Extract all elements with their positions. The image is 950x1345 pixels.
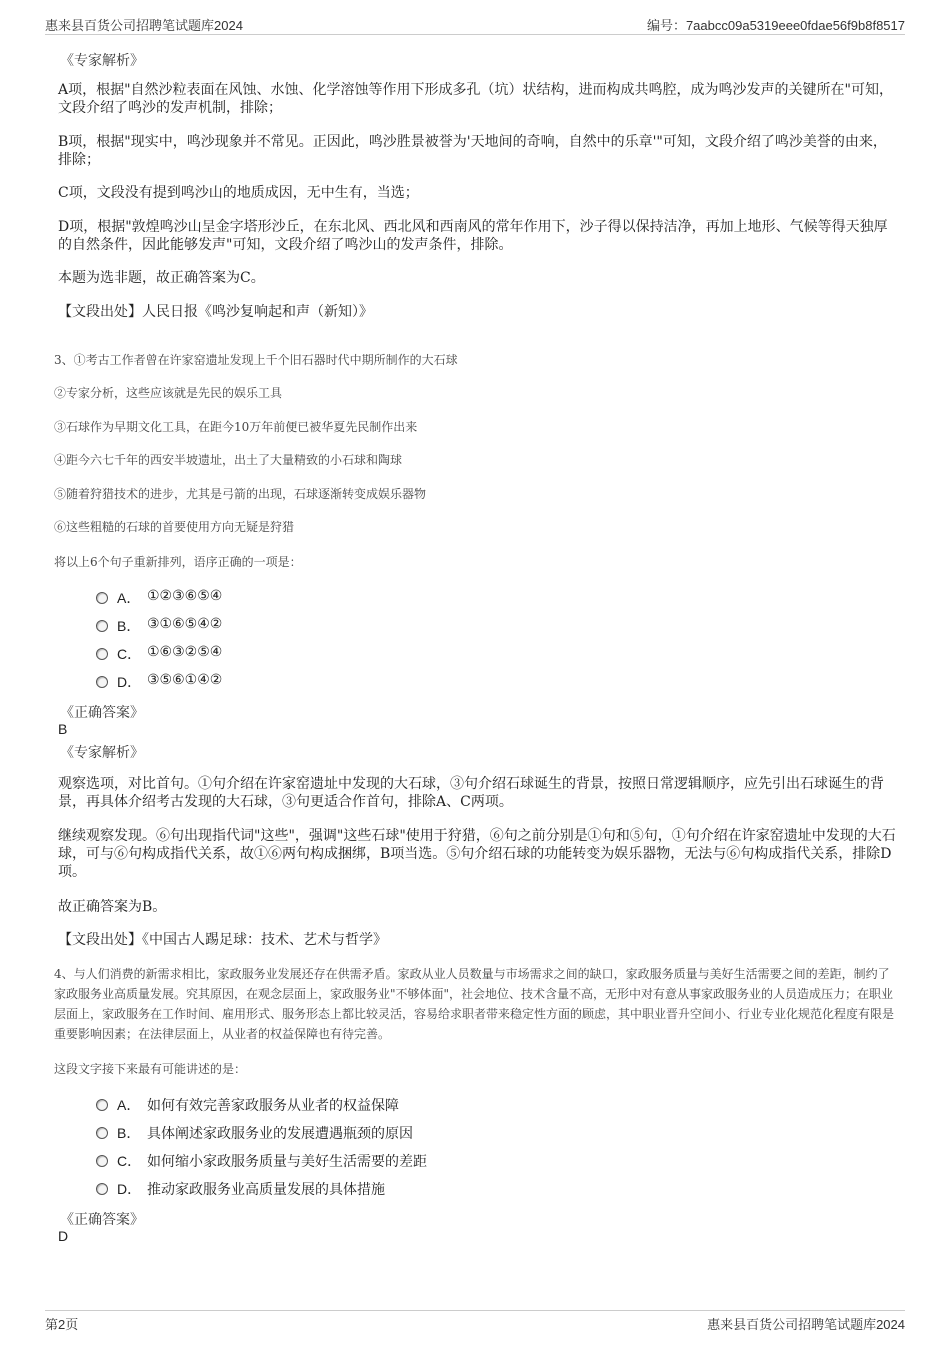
header-title: 惠来县百货公司招聘笔试题库2024: [45, 18, 243, 33]
option-letter: C．: [117, 1153, 142, 1169]
option-letter: C．: [117, 646, 142, 662]
page-footer: [45, 1310, 905, 1333]
option-letter: B．: [117, 618, 141, 634]
q3-answer: B: [58, 721, 68, 737]
q2-analysis-label: 《专家解析》: [60, 53, 144, 69]
page-header: [45, 12, 905, 35]
option-text: ③⑤⑥①④②: [147, 672, 223, 688]
q3-answer-label: 《正确答案》: [60, 705, 144, 721]
q4-answer: D: [58, 1228, 69, 1244]
q3-conclusion: 故正确答案为B。: [58, 899, 167, 915]
radio-icon[interactable]: [96, 592, 108, 604]
q2-conclusion: 本题为选非题，故正确答案为C。: [58, 270, 265, 286]
q2-analysis-a: A项，根据"自然沙粒表面在风蚀、水蚀、化学溶蚀等作用下形成多孔（坑）状结构，进而构成共鸣腔，成为鸣沙发声的关键所在"可知，文段介绍了鸣沙的发声机制，排除；: [58, 82, 893, 116]
q3-sentence-2: ②专家分析，这些应该就是先民的娱乐工具: [54, 386, 283, 400]
q4-answer-label: 《正确答案》: [60, 1212, 144, 1228]
option-text: 推动家政服务业高质量发展的具体措施: [147, 1182, 385, 1198]
q3-analysis-label: 《专家解析》: [60, 745, 144, 761]
radio-icon[interactable]: [96, 1183, 108, 1195]
q4-prompt: 这段文字接下来最有可能讲述的是：: [54, 1062, 247, 1076]
option-text: ①②③⑥⑤④: [147, 588, 223, 604]
option-letter: A．: [117, 590, 141, 606]
q2-source: 【文段出处】人民日报《鸣沙复响起和声（新知）》: [58, 304, 373, 320]
radio-icon[interactable]: [96, 648, 108, 660]
q2-analysis-b: B项，根据"现实中，鸣沙现象并不常见。正因此，鸣沙胜景被誉为'天地间的奇响，自然中的乐章'"可知，文段介绍了鸣沙美誉的由来，排除；: [58, 134, 887, 168]
page-number: 第2页: [45, 1317, 79, 1332]
option-letter: B．: [117, 1125, 141, 1141]
option-text: 如何有效完善家政服务从业者的权益保障: [147, 1098, 399, 1114]
header-code: 编号：7aabcc09a5319eee0fdae56f9b8f8517: [646, 18, 905, 33]
q3-analysis-1: 观察选项，对比首句。①句介绍在许家窑遗址中发现的大石球，③句介绍石球诞生的背景，按照日常逻辑顺序，应先引出石球诞生的背景，再具体介绍考古发现的大石球，③句更适合作首句，排除A、C两项。: [58, 776, 884, 810]
q3-sentence-5: ⑤随着狩猎技术的进步，尤其是弓箭的出现，石球逐渐转变成娱乐器物: [54, 487, 427, 501]
q3-sentence-6: ⑥这些粗糙的石球的首要使用方向无疑是狩猎: [54, 520, 295, 534]
option-text: ③①⑥⑤④②: [147, 616, 223, 632]
q2-analysis-d: D项，根据"敦煌鸣沙山呈金字塔形沙丘，在东北风、西北风和西南风的常年作用下，沙子得以保持洁净，再加上地形、气候等得天独厚的自然条件，因此能够发声"可知，文段介绍了鸣沙山的发声条件，排除。: [58, 219, 888, 253]
q3-sentence-3: ③石球作为早期文化工具，在距今10万年前便已被华夏先民制作出来: [54, 420, 418, 434]
radio-icon[interactable]: [96, 1099, 108, 1111]
q2-analysis-c: C项，文段没有提到鸣沙山的地质成因，无中生有，当选；: [58, 185, 419, 201]
q3-source: 【文段出处】《中国古人踢足球：技术、艺术与哲学》: [58, 932, 387, 948]
radio-icon[interactable]: [96, 620, 108, 632]
radio-icon[interactable]: [96, 1155, 108, 1167]
q3-sentence-1: 3、①考古工作者曾在许家窑遗址发现上千个旧石器时代中期所制作的大石球: [54, 353, 458, 367]
q3-sentence-4: ④距今六七千年的西安半坡遗址，出土了大量精致的小石球和陶球: [54, 453, 403, 467]
option-letter: D．: [117, 674, 142, 690]
radio-icon[interactable]: [96, 1127, 108, 1139]
option-text: 具体阐述家政服务业的发展遭遇瓶颈的原因: [147, 1126, 413, 1142]
option-letter: D．: [117, 1181, 142, 1197]
option-letter: A．: [117, 1097, 141, 1113]
option-text: 如何缩小家政服务质量与美好生活需要的差距: [147, 1154, 427, 1170]
radio-icon[interactable]: [96, 676, 108, 688]
q3-analysis-2: 继续观察发现。⑥句出现指代词"这些"，强调"这些石球"使用于狩猎，⑥句之前分别是①句和⑤句，①句介绍在许家窑遗址中发现的大石球，可与⑥句构成指代关系，故①⑥两句构成捆绑，B项当选。⑤句介绍石球的功能转变为娱乐器物，无法与⑥句构成指代关系，排除D项。: [58, 828, 896, 880]
option-text: ①⑥③②⑤④: [147, 644, 223, 660]
q4-stem: 4、与人们消费的新需求相比，家政服务业发展还存在供需矛盾。家政从业人员数量与市场需求之间的缺口，家政服务质量与美好生活需要之间的差距，制约了家政服务业高质量发展。究其原因，在观念层面上，家政服务业"不够体面"，社会地位、技术含量不高，无形中对有意从事家政服务业的人员造成压力；在职业层面上，家政服务在工作时间、雇用形式、服务形态上都比较灵活，容易给求职者带来稳定性方面的顾虑，其中职业晋升空间小、行业专业化规范化程度有限是重要影响因素；在法律层面上，从业者的权益保障也有待完善。: [54, 967, 895, 1041]
footer-title: 惠来县百货公司招聘笔试题库2024: [707, 1317, 905, 1332]
q3-prompt: 将以上6个句子重新排列，语序正确的一项是：: [54, 555, 302, 569]
